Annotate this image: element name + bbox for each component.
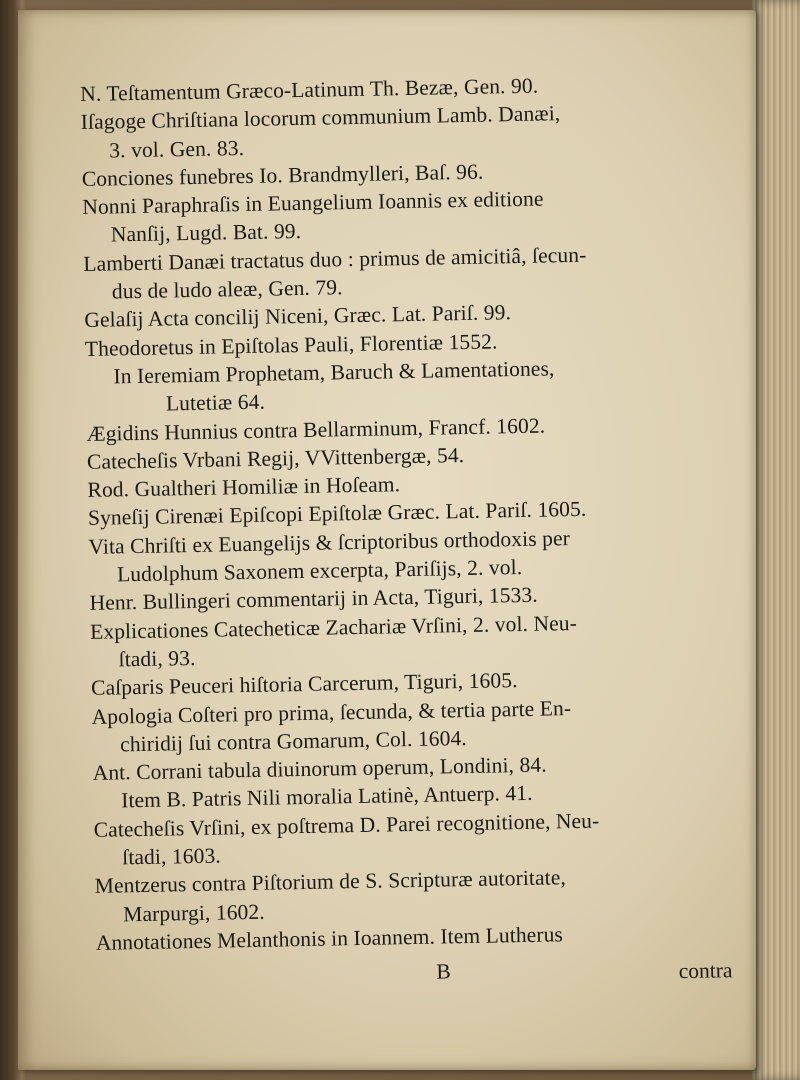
catalog-entry-line: Marpurgi, 1602.: [123, 899, 265, 926]
signature-mark: B: [436, 959, 451, 984]
catalog-entry-line: Caſparis Peuceri hiſtoria Carcerum, Tiguri, 1605.: [90, 668, 518, 701]
page-footer: [96, 952, 746, 992]
catalog-entry-line: Explicationes Catecheticæ Zachariæ Vrſini, 2. vol. Neu-: [89, 610, 578, 644]
catalog-entry-line: Lutetiæ 64.: [165, 389, 266, 416]
catalog-entry-line: Nanſij, Lugd. Bat. 99.: [110, 219, 302, 247]
catalog-entry-line: Conciones funebres Io. Brandmylleri, Baſ. 96.: [81, 159, 484, 191]
catalog-entry-line: Ant. Corrani tabula diuinorum operum, Londini, 84.: [92, 752, 547, 786]
catalog-entry-line: ſtadi, 93.: [118, 645, 196, 672]
catalog-entry-line: Ludolphum Saxonem excerpta, Pariſijs, 2. vol.: [116, 555, 523, 587]
catalog-entry-line: Item B. Patris Nili moralia Latinè, Antuerp. 41.: [120, 781, 533, 813]
catalog-entry-line: dus de ludo aleæ, Gen. 79.: [111, 275, 343, 304]
catalog-entry-line: Theodoretus in Epiſtolas Pauli, Florentiæ 1552.: [84, 329, 498, 361]
catalog-entry-line: In Ieremiam Prophetam, Baruch & Lamentationes,: [113, 356, 555, 389]
catalog-entry-line: Nonni Paraphraſis in Euangelium Ioannis ex editione: [82, 186, 544, 220]
catalog-entry-line: Annotationes Melanthonis in Ioannem. Item Lutherus: [95, 922, 564, 955]
catchword: contra: [678, 958, 733, 984]
catalog-entry-line: Catecheſis Vrſini, ex poſtrema D. Parei recognitione, Neu-: [93, 808, 600, 842]
catalog-text-block: [80, 68, 746, 984]
catalog-entry-line: ſtadi, 1603.: [122, 843, 222, 870]
catalog-entry-line: Syneſij Cirenæi Epiſcopi Epiſtolæ Græc. Lat. Pariſ. 1605.: [87, 497, 587, 531]
catalog-entry-line: Mentzerus contra Piſtorium de S. Scripturæ autoritate,: [94, 865, 567, 899]
catalog-entry-line: N. Teſtamentum Græco-Latinum Th. Bezæ, Gen. 90.: [80, 73, 539, 106]
catalog-entry-line: Henr. Bullingeri commentarij in Acta, Tiguri, 1533.: [89, 583, 538, 616]
catalog-entry-line: Catecheſis Vrbani Regij, VVittenbergæ, 54.: [86, 442, 465, 474]
catalog-entry-line: Vita Chriſti ex Euangelijs & ſcriptoribus orthodoxis per: [88, 525, 571, 559]
catalog-entry-line: 3. vol. Gen. 83.: [109, 135, 245, 163]
catalog-entry-line: Gelaſij Acta concilij Niceni, Græc. Lat. Pariſ. 99.: [84, 300, 512, 333]
catalog-entry-line: Rod. Gualtheri Homiliæ in Hoſeam.: [87, 472, 401, 503]
catalog-entry-line: Iſagoge Chriſtiana locorum communium Lamb. Danæi,: [80, 101, 561, 135]
catalog-entry-line: chiridij ſui contra Gomarum, Col. 1604.: [119, 725, 467, 757]
catalog-entry-line: Lamberti Danæi tractatus duo : primus de amicitiâ, ſecun-: [83, 242, 587, 276]
book-page: [18, 10, 756, 1070]
catalog-entry-line: Apologia Coſteri pro prima, ſecunda, & tertia parte En-: [91, 695, 572, 729]
page-edges: [752, 0, 800, 1080]
catalog-entry-line: Ægidins Hunnius contra Bellarminum, Francf. 1602.: [86, 413, 546, 446]
